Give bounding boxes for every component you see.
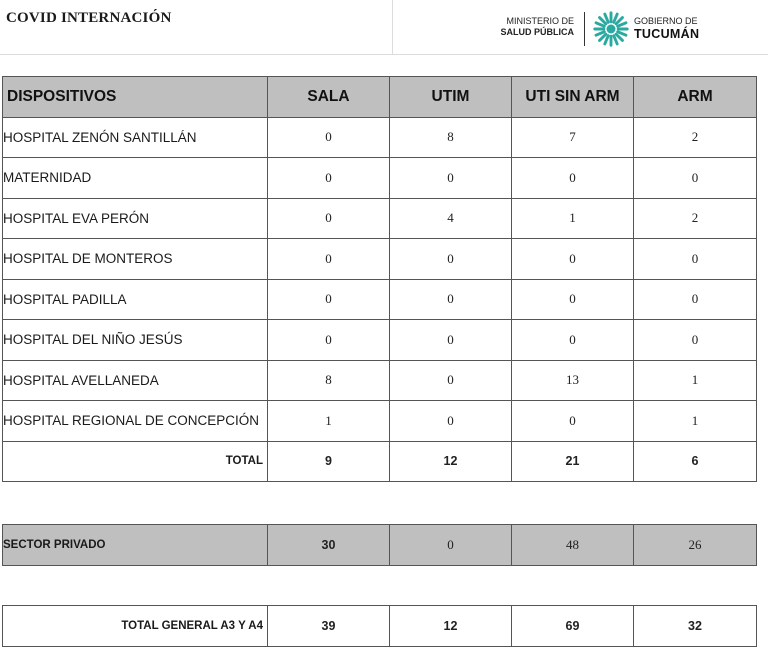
cell-sala: 8 xyxy=(268,360,390,401)
column-header-arm: ARM xyxy=(634,77,757,118)
cell-uti-sin-arm: 0 xyxy=(512,158,634,199)
cell-arm: 1 xyxy=(634,360,757,401)
total-general-row xyxy=(3,606,757,647)
total-general-table xyxy=(2,605,757,647)
ministry-label-line1: MINISTERIO DE xyxy=(506,16,574,26)
cell-uti-sin-arm: 0 xyxy=(512,320,634,361)
table-row xyxy=(3,320,757,361)
cell-uti-sin-arm: 13 xyxy=(512,360,634,401)
table-row xyxy=(3,279,757,320)
header-divider xyxy=(0,54,768,55)
logo-separator xyxy=(584,12,585,46)
total-arm: 6 xyxy=(634,441,757,482)
total-general-utim: 12 xyxy=(390,606,512,647)
column-header-sala: SALA xyxy=(268,77,390,118)
cell-utim: 8 xyxy=(390,117,512,158)
table-row xyxy=(3,117,757,158)
sector-privado-uti-sin-arm: 48 xyxy=(512,525,634,566)
total-utim: 12 xyxy=(390,441,512,482)
total-uti-sin-arm: 21 xyxy=(512,441,634,482)
hospital-name: HOSPITAL DEL NIÑO JESÚS xyxy=(3,320,268,361)
internacion-table xyxy=(2,76,757,482)
hospital-name: HOSPITAL AVELLANEDA xyxy=(3,360,268,401)
cell-arm: 0 xyxy=(634,239,757,280)
cell-sala: 0 xyxy=(268,117,390,158)
table-row xyxy=(3,158,757,199)
page-title: COVID INTERNACIÓN xyxy=(6,10,172,26)
hospital-name: HOSPITAL PADILLA xyxy=(3,279,268,320)
hospital-name: HOSPITAL REGIONAL DE CONCEPCIÓN xyxy=(3,401,268,442)
cell-sala: 0 xyxy=(268,320,390,361)
sector-privado-sala: 30 xyxy=(268,525,390,566)
cell-uti-sin-arm: 0 xyxy=(512,279,634,320)
cell-utim: 0 xyxy=(390,158,512,199)
cell-utim: 4 xyxy=(390,198,512,239)
cell-uti-sin-arm: 0 xyxy=(512,401,634,442)
column-header-utim: UTIM xyxy=(390,77,512,118)
total-general-sala: 39 xyxy=(268,606,390,647)
cell-sala: 0 xyxy=(268,198,390,239)
cell-sala: 1 xyxy=(268,401,390,442)
hospital-name: HOSPITAL ZENÓN SANTILLÁN xyxy=(3,117,268,158)
cell-utim: 0 xyxy=(390,239,512,280)
government-label-line2: TUCUMÁN xyxy=(634,27,700,41)
sector-privado-utim: 0 xyxy=(390,525,512,566)
ministry-label-line2: SALUD PÚBLICA xyxy=(500,27,574,37)
sector-privado-row xyxy=(3,525,757,566)
table-header-row xyxy=(3,77,757,118)
cell-utim: 0 xyxy=(390,401,512,442)
total-general-arm: 32 xyxy=(634,606,757,647)
table-row xyxy=(3,198,757,239)
total-general-label: TOTAL GENERAL A3 Y A4 xyxy=(3,606,268,647)
total-general-uti-sin-arm: 69 xyxy=(512,606,634,647)
column-header-dispositivos: DISPOSITIVOS xyxy=(3,77,268,118)
total-sala: 9 xyxy=(268,441,390,482)
header-divider-vertical xyxy=(392,0,393,55)
cell-arm: 2 xyxy=(634,198,757,239)
government-label-line1: GOBIERNO DE xyxy=(634,16,698,26)
sun-emblem-icon xyxy=(592,11,630,47)
cell-utim: 0 xyxy=(390,320,512,361)
cell-uti-sin-arm: 1 xyxy=(512,198,634,239)
sector-privado-label: SECTOR PRIVADO xyxy=(3,525,268,566)
table-row xyxy=(3,401,757,442)
table-row xyxy=(3,360,757,401)
cell-arm: 0 xyxy=(634,279,757,320)
cell-sala: 0 xyxy=(268,239,390,280)
hospital-name: HOSPITAL EVA PERÓN xyxy=(3,198,268,239)
cell-uti-sin-arm: 7 xyxy=(512,117,634,158)
cell-uti-sin-arm: 0 xyxy=(512,239,634,280)
total-row xyxy=(3,441,757,482)
column-header-uti-sin-arm: UTI SIN ARM xyxy=(512,77,634,118)
sector-privado-arm: 26 xyxy=(634,525,757,566)
sector-privado-table xyxy=(2,524,757,566)
table-row xyxy=(3,239,757,280)
cell-utim: 0 xyxy=(390,360,512,401)
cell-arm: 2 xyxy=(634,117,757,158)
total-label: TOTAL xyxy=(3,441,268,482)
cell-sala: 0 xyxy=(268,279,390,320)
cell-arm: 0 xyxy=(634,158,757,199)
hospital-name: HOSPITAL DE MONTEROS xyxy=(3,239,268,280)
cell-arm: 1 xyxy=(634,401,757,442)
government-logo xyxy=(496,10,711,48)
cell-sala: 0 xyxy=(268,158,390,199)
hospital-name: MATERNIDAD xyxy=(3,158,268,199)
cell-arm: 0 xyxy=(634,320,757,361)
cell-utim: 0 xyxy=(390,279,512,320)
